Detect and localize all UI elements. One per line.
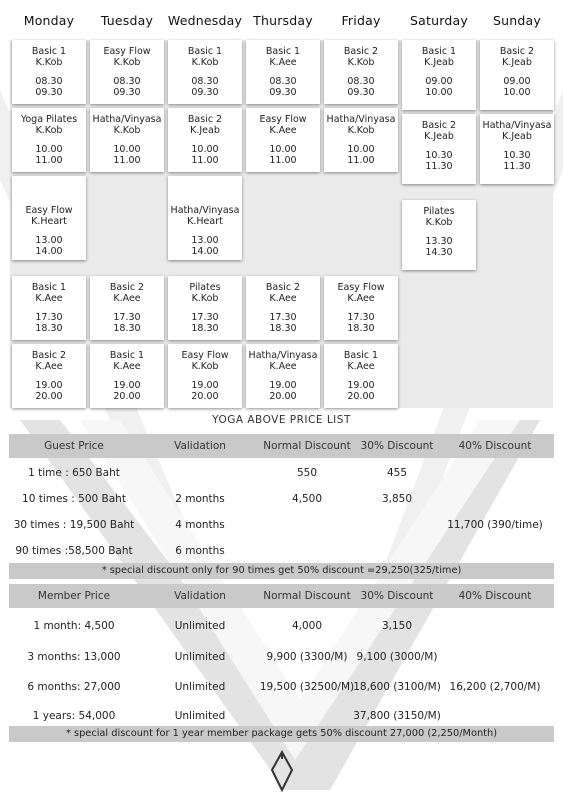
teacher-name: K.Jeab (502, 130, 532, 142)
member-price-cell: 16,200 (2,700/M) (449, 681, 541, 693)
day-header-saturday: Saturday (410, 12, 468, 28)
start-time: 10.00 (113, 144, 141, 155)
teacher-name: K.Kob (35, 124, 63, 136)
class-name: Basic 2 (187, 114, 223, 125)
guest-price-cell: 550 (296, 467, 318, 479)
member-price-cell: 6 months: 27,000 (27, 681, 121, 693)
end-time: 11.00 (113, 154, 141, 166)
class-name: Hatha/Vinyasa (92, 114, 162, 125)
end-time: 11.00 (35, 154, 63, 166)
end-time: 09.30 (191, 86, 219, 98)
end-time: 14.30 (425, 246, 453, 258)
member-price-cell: 3,150 (381, 620, 413, 632)
day-header-thursday: Thursday (253, 12, 313, 28)
guest-header-4: 40% Discount (458, 440, 532, 452)
class-name: Easy Flow (103, 46, 151, 57)
end-time: 09.30 (35, 86, 63, 98)
start-time: 10.30 (503, 150, 531, 161)
guest-price-cell: 10 times : 500 Baht (22, 493, 126, 505)
start-time: 13.00 (35, 235, 63, 246)
guest-header-0: Guest Price (44, 440, 104, 452)
end-time: 18.30 (113, 322, 141, 334)
start-time: 10.30 (425, 150, 453, 161)
teacher-name: K.Aee (113, 292, 141, 304)
class-name: Basic 2 (265, 282, 301, 293)
start-time: 08.30 (191, 76, 219, 87)
teacher-name: K.Kob (113, 124, 141, 136)
guest-header-3: 30% Discount (360, 440, 434, 452)
end-time: 09.30 (269, 86, 297, 98)
start-time: 10.00 (269, 144, 297, 155)
member-price-cell: 9,100 (3000/M) (356, 651, 438, 663)
guest-price-cell: 3,850 (381, 493, 413, 505)
member-price-cell: 9,900 (3300/M) (266, 651, 348, 663)
guest-price-cell: 2 months (175, 493, 225, 505)
teacher-name: K.Aee (269, 292, 297, 304)
member-header-1: Validation (174, 590, 226, 602)
member-price-cell: Unlimited (174, 710, 226, 722)
teacher-name: K.Jeab (424, 56, 454, 68)
teacher-name: K.Aee (35, 292, 63, 304)
teacher-name: K.Aee (35, 360, 63, 372)
start-time: 19.00 (113, 380, 141, 391)
class-name: Easy Flow (181, 350, 229, 361)
day-header-wednesday: Wednesday (167, 12, 243, 28)
class-name: Basic 2 (31, 350, 67, 361)
member-header-3: 30% Discount (360, 590, 434, 602)
teacher-name: K.Kob (425, 216, 453, 228)
class-name: Pilates (189, 282, 221, 293)
guest-price-cell: 4 months (175, 519, 225, 531)
end-time: 11.30 (425, 160, 453, 172)
end-time: 10.00 (425, 86, 453, 98)
start-time: 17.30 (191, 312, 219, 323)
end-time: 14.00 (35, 245, 63, 257)
end-time: 14.00 (191, 245, 219, 257)
class-name: Hatha/Vinyasa (248, 350, 318, 361)
end-time: 11.00 (191, 154, 219, 166)
teacher-name: K.Aee (269, 360, 297, 372)
member-header-0: Member Price (37, 590, 111, 602)
class-name: Basic 2 (421, 120, 457, 131)
start-time: 13.30 (425, 236, 453, 247)
start-time: 17.30 (347, 312, 375, 323)
guest-price-cell: 30 times : 19,500 Baht (13, 519, 135, 531)
end-time: 11.00 (347, 154, 375, 166)
teacher-name: K.Kob (35, 56, 63, 68)
class-name: Basic 1 (109, 350, 145, 361)
member-price-cell: 1 years: 54,000 (32, 710, 116, 722)
teacher-name: K.Kob (347, 124, 375, 136)
teacher-name: K.Aee (347, 292, 375, 304)
class-name: Basic 1 (31, 282, 67, 293)
member-header-2: Normal Discount (263, 590, 351, 602)
start-time: 10.00 (191, 144, 219, 155)
end-time: 20.00 (191, 390, 219, 402)
class-name: Basic 1 (343, 350, 379, 361)
start-time: 08.30 (269, 76, 297, 87)
end-time: 18.30 (191, 322, 219, 334)
class-name: Basic 2 (499, 46, 535, 57)
end-time: 18.30 (269, 322, 297, 334)
teacher-name: K.Jeab (190, 124, 220, 136)
member-price-cell: 4,000 (291, 620, 323, 632)
start-time: 19.00 (347, 380, 375, 391)
class-name: Yoga Pilates (20, 114, 78, 125)
teacher-name: K.Aee (347, 360, 375, 372)
class-name: Hatha/Vinyasa (482, 120, 552, 131)
member-special-note: * special discount for 1 year member package gets 50% discount 27,000 (2,250/Month) (65, 728, 498, 739)
teacher-name: K.Aee (269, 124, 297, 136)
class-name: Hatha/Vinyasa (170, 205, 240, 216)
end-time: 18.30 (35, 322, 63, 334)
start-time: 19.00 (35, 380, 63, 391)
teacher-name: K.Aee (113, 360, 141, 372)
class-name: Basic 1 (421, 46, 457, 57)
teacher-name: K.Kob (191, 56, 219, 68)
guest-price-cell: 4,500 (291, 493, 323, 505)
end-time: 20.00 (113, 390, 141, 402)
class-name: Basic 2 (343, 46, 379, 57)
teacher-name: K.Kob (347, 56, 375, 68)
member-price-cell: Unlimited (174, 620, 226, 632)
member-price-cell: Unlimited (174, 651, 226, 663)
member-price-cell: 1 month: 4,500 (33, 620, 115, 632)
end-time: 09.30 (347, 86, 375, 98)
end-time: 20.00 (35, 390, 63, 402)
end-time: 10.00 (503, 86, 531, 98)
day-header-monday: Monday (23, 12, 75, 28)
start-time: 08.30 (113, 76, 141, 87)
guest-header-1: Validation (174, 440, 226, 452)
guest-price-cell: 455 (386, 467, 408, 479)
guest-special-note: * special discount only for 90 times get 50% discount =29,250(325/time) (101, 565, 462, 576)
day-header-friday: Friday (341, 12, 381, 28)
teacher-name: K.Heart (187, 215, 223, 227)
start-time: 09.00 (425, 76, 453, 87)
class-name: Easy Flow (259, 114, 307, 125)
teacher-name: K.Aee (269, 56, 297, 68)
teacher-name: K.Kob (191, 292, 219, 304)
class-name: Easy Flow (25, 205, 73, 216)
member-price-cell: Unlimited (174, 681, 226, 693)
class-name: Basic 1 (265, 46, 301, 57)
class-name: Basic 1 (187, 46, 223, 57)
member-price-cell: 3 months: 13,000 (27, 651, 121, 663)
teacher-name: K.Kob (191, 360, 219, 372)
guest-header-2: Normal Discount (263, 440, 351, 452)
member-header-4: 40% Discount (458, 590, 532, 602)
end-time: 20.00 (269, 390, 297, 402)
start-time: 10.00 (347, 144, 375, 155)
guest-price-cell: 90 times :58,500 Baht (15, 545, 133, 557)
member-price-cell: 19,500 (32500/M) (259, 681, 355, 693)
day-header-sunday: Sunday (493, 12, 541, 28)
member-price-cell: 18,600 (3100/M) (353, 681, 441, 693)
teacher-name: K.Jeab (424, 130, 454, 142)
teacher-name: K.Kob (113, 56, 141, 68)
start-time: 13.00 (191, 235, 219, 246)
start-time: 17.30 (35, 312, 63, 323)
price-list-title: YOGA ABOVE PRICE LIST (212, 414, 351, 426)
guest-price-cell: 1 time : 650 Baht (28, 467, 120, 479)
start-time: 19.00 (269, 380, 297, 391)
start-time: 19.00 (191, 380, 219, 391)
class-name: Pilates (423, 206, 455, 217)
class-name: Easy Flow (337, 282, 385, 293)
start-time: 10.00 (35, 144, 63, 155)
member-price-cell: 37,800 (3150/M) (353, 710, 441, 722)
class-name: Basic 1 (31, 46, 67, 57)
end-time: 11.00 (269, 154, 297, 166)
end-time: 11.30 (503, 160, 531, 172)
start-time: 17.30 (269, 312, 297, 323)
end-time: 18.30 (347, 322, 375, 334)
guest-price-cell: 6 months (175, 545, 225, 557)
teacher-name: K.Jeab (502, 56, 532, 68)
start-time: 08.30 (347, 76, 375, 87)
end-time: 09.30 (113, 86, 141, 98)
start-time: 17.30 (113, 312, 141, 323)
start-time: 09.00 (503, 76, 531, 87)
day-header-tuesday: Tuesday (100, 12, 154, 28)
class-name: Hatha/Vinyasa (326, 114, 396, 125)
teacher-name: K.Heart (31, 215, 67, 227)
end-time: 20.00 (347, 390, 375, 402)
start-time: 08.30 (35, 76, 63, 87)
guest-price-cell: 11,700 (390/time) (447, 519, 543, 531)
class-name: Basic 2 (109, 282, 145, 293)
